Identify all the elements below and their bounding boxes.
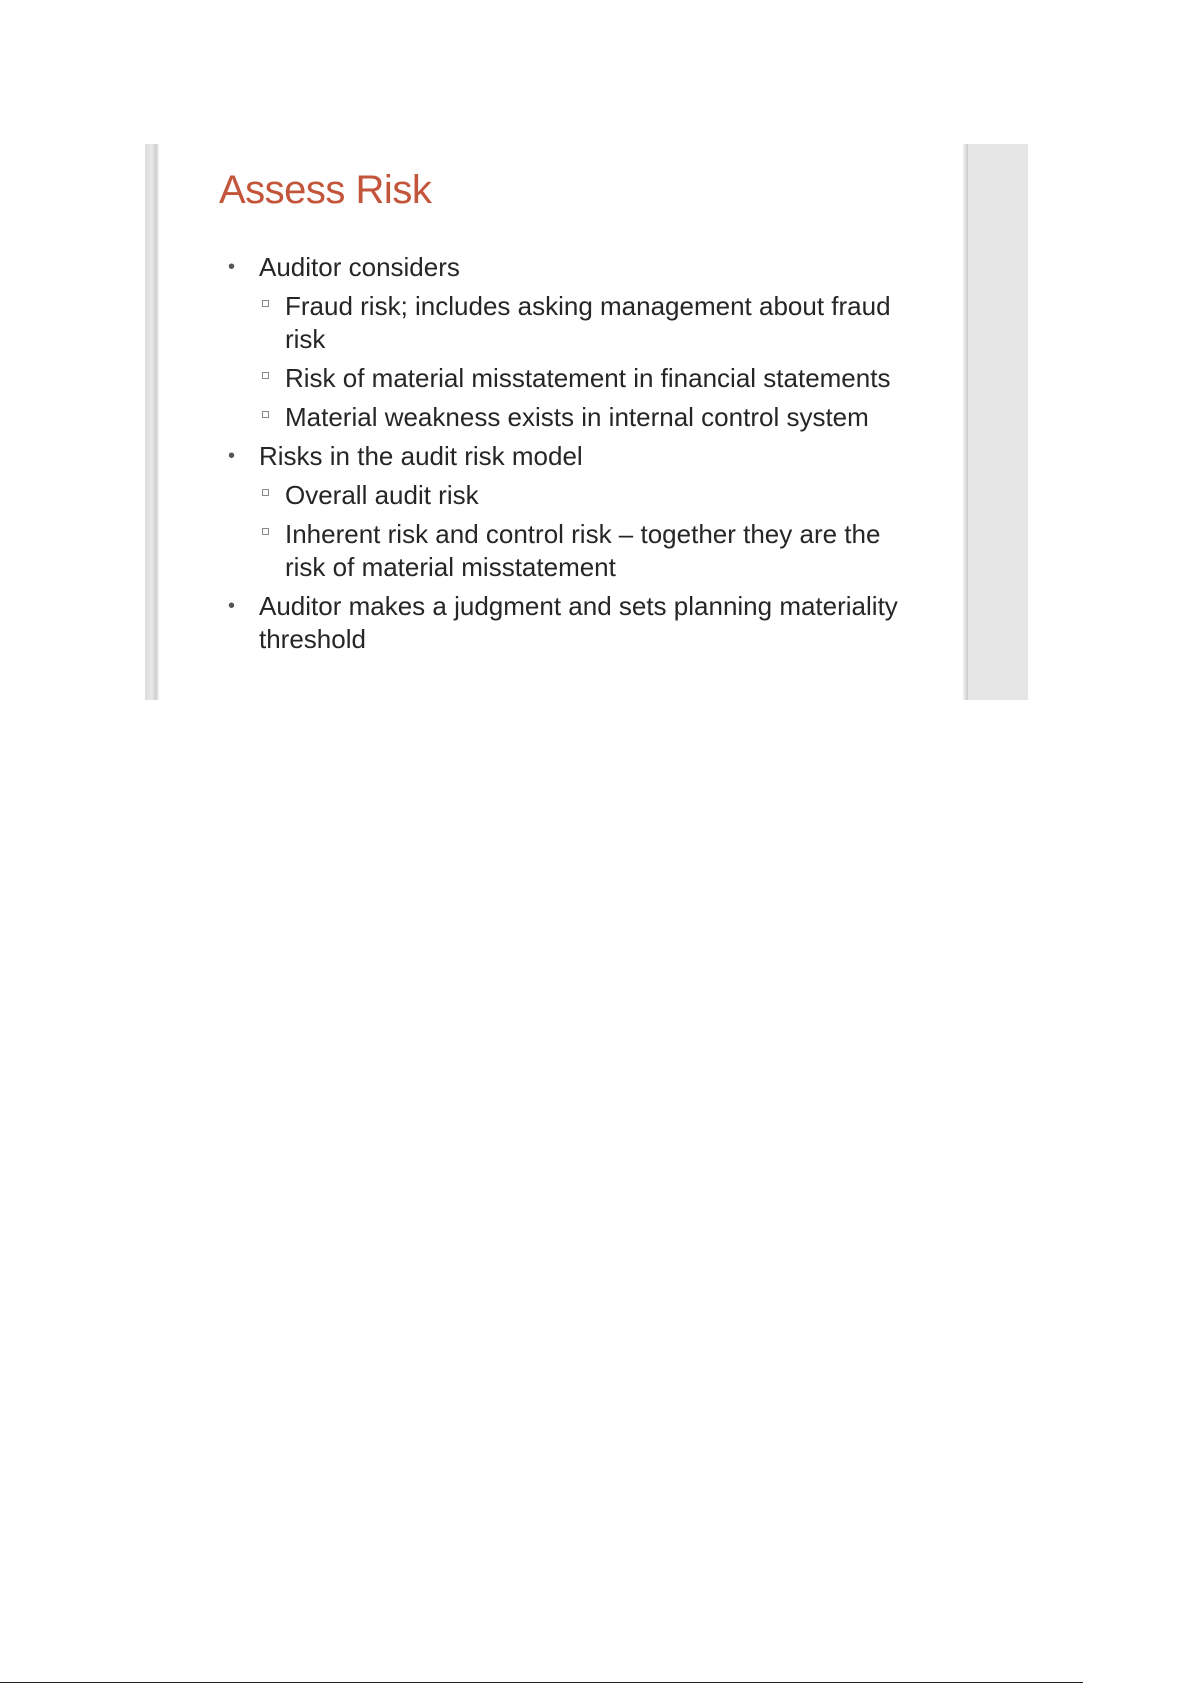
sub-bullet-text: Overall audit risk bbox=[285, 480, 479, 510]
bullet-item bbox=[227, 590, 917, 656]
sub-bullet-text: Risk of material misstatement in financial statements bbox=[285, 363, 891, 393]
hollow-square-icon bbox=[262, 300, 269, 307]
sub-bullet-text: Inherent risk and control risk – together they are the risk of material misstatement bbox=[285, 519, 881, 582]
bullet-text: Risks in the audit risk model bbox=[259, 441, 583, 471]
bullet-item bbox=[227, 440, 917, 584]
frame-right-panel bbox=[968, 144, 1028, 700]
bullet-dot-icon: • bbox=[228, 595, 236, 617]
hollow-square-icon bbox=[262, 489, 269, 496]
hollow-square-icon bbox=[262, 372, 269, 379]
slide-frame bbox=[145, 144, 1028, 700]
bullet-dot-icon: • bbox=[228, 445, 236, 467]
sub-bullet-item bbox=[259, 479, 917, 512]
sub-bullet-item bbox=[259, 290, 917, 356]
bullet-list bbox=[227, 251, 917, 662]
sub-bullet-list bbox=[259, 290, 917, 434]
bullet-item bbox=[227, 251, 917, 434]
hollow-square-icon bbox=[262, 411, 269, 418]
frame-left-border bbox=[145, 144, 159, 700]
sub-bullet-item bbox=[259, 362, 917, 395]
sub-bullet-text: Fraud risk; includes asking management about fraud risk bbox=[285, 291, 891, 354]
slide-title: Assess Risk bbox=[219, 168, 432, 212]
bullet-text: Auditor makes a judgment and sets planning materiality threshold bbox=[259, 591, 898, 654]
bullet-dot-icon: • bbox=[228, 256, 236, 278]
sub-bullet-list bbox=[259, 479, 917, 584]
sub-bullet-item bbox=[259, 401, 917, 434]
sub-bullet-item bbox=[259, 518, 917, 584]
page-bottom-rule bbox=[0, 1682, 1083, 1683]
sub-bullet-text: Material weakness exists in internal control system bbox=[285, 402, 869, 432]
bullet-text: Auditor considers bbox=[259, 252, 460, 282]
hollow-square-icon bbox=[262, 528, 269, 535]
